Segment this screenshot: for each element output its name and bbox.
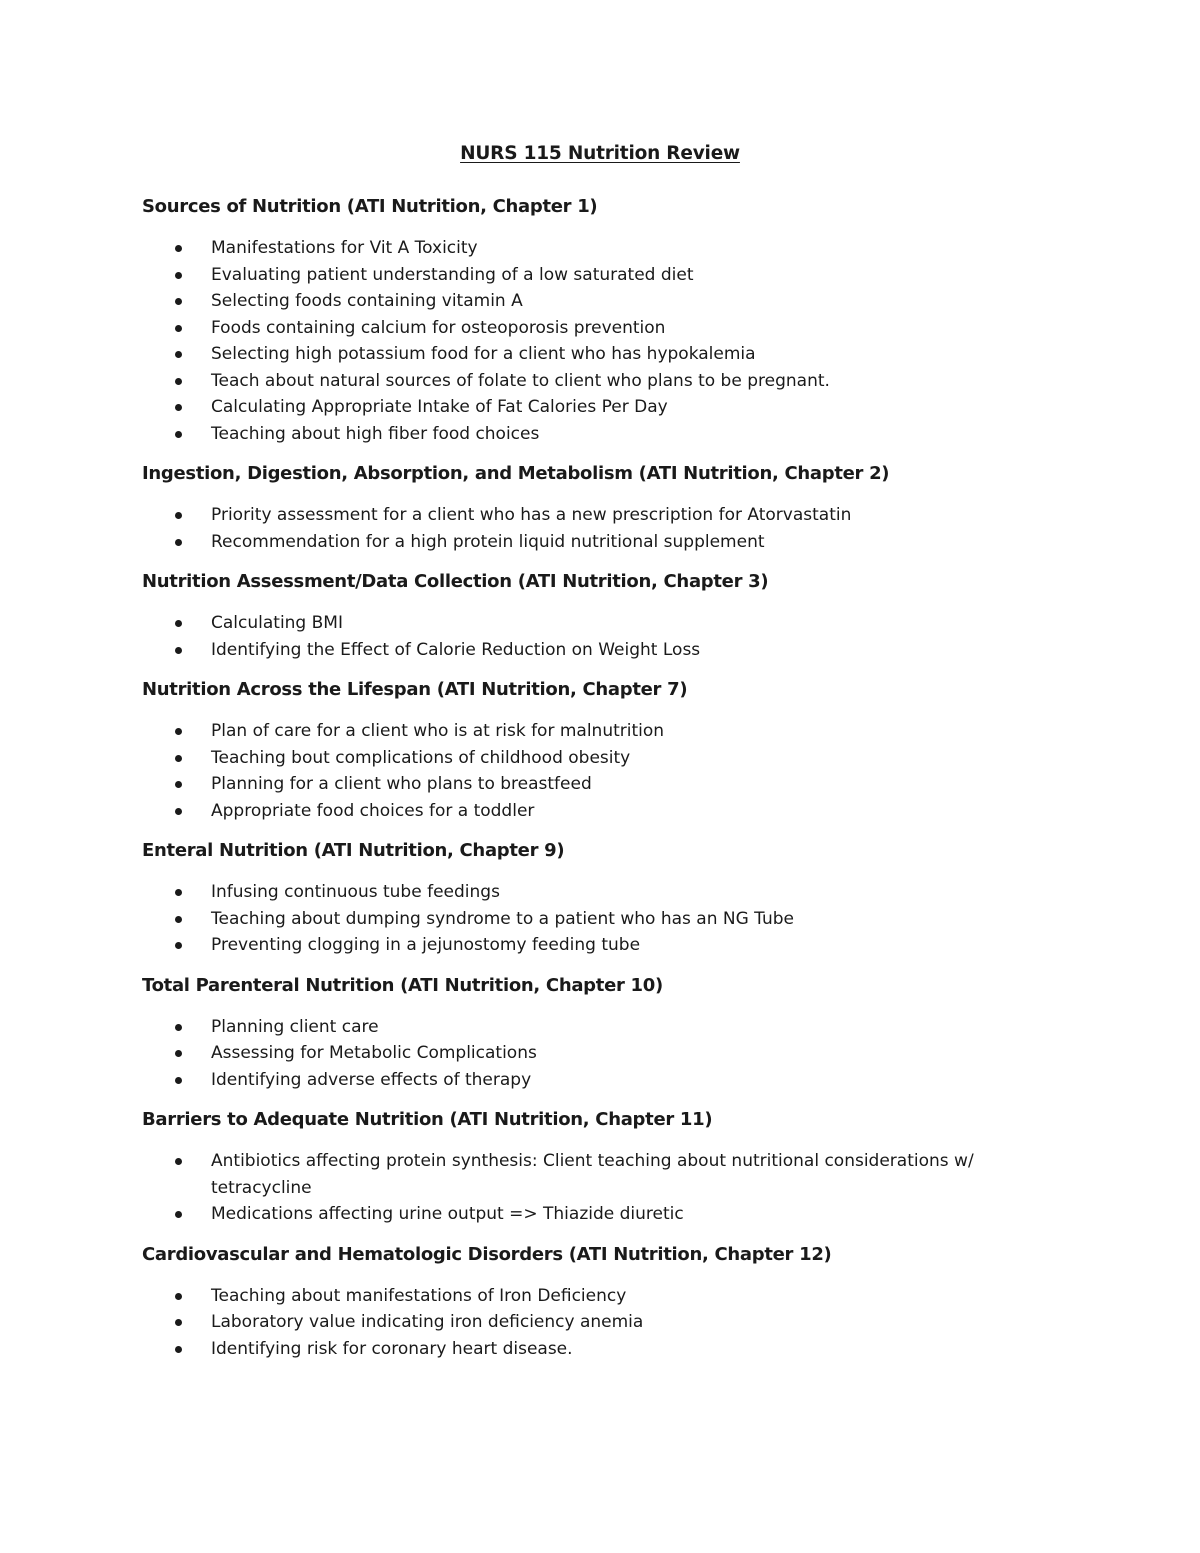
list-item-text: Foods containing calcium for osteoporosis prevention [211,317,666,338]
bullet-icon [175,539,182,546]
section-heading: Cardiovascular and Hematologic Disorders (ATI Nutrition, Chapter 12) [142,1243,832,1265]
bullet-icon [175,378,182,385]
bullet-icon [175,512,182,519]
bullet-list [142,1283,1042,1363]
list-item-text: Teach about natural sources of folate to client who plans to be pregnant. [211,370,830,391]
bullet-list [142,610,1042,663]
bullet-list [142,502,1042,555]
list-item [142,394,1042,421]
bullet-icon [175,620,182,627]
bullet-icon [175,1293,182,1300]
list-item-text: Selecting high potassium food for a client who has hypokalemia [211,344,756,364]
list-item [142,262,1042,289]
list-item-text: Laboratory value indicating iron deficiency anemia [211,1312,644,1332]
bullet-icon [175,728,182,735]
page-title: NURS 115 Nutrition Review [460,143,740,164]
list-item-text: Identifying adverse effects of therapy [211,1069,532,1090]
list-item [142,771,1042,798]
list-item-text: Identifying the Effect of Calorie Reduction on Weight Loss [211,639,701,660]
list-item-text: Teaching about high fiber food choices [211,423,540,444]
bullet-icon [175,755,182,762]
bullet-list [142,235,1042,447]
list-item [142,341,1042,368]
bullet-icon [175,942,182,949]
list-item-text: Assessing for Metabolic Complications [211,1043,537,1063]
bullet-icon [175,647,182,654]
bullet-list [142,718,1042,824]
bullet-icon [175,808,182,815]
bullet-icon [175,325,182,332]
bullet-icon [175,1077,182,1084]
list-item-text: Manifestations for Vit A Toxicity [211,238,478,258]
section-heading: Nutrition Assessment/Data Collection (ATI Nutrition, Chapter 3) [142,571,769,592]
list-item-text: Planning client care [211,1016,379,1037]
list-item-text: Recommendation for a high protein liquid nutritional supplement [211,531,765,552]
list-item-text: Medications affecting urine output => Thiazide diuretic [211,1204,684,1224]
list-item [142,288,1042,315]
list-item-text: Preventing clogging in a jejunostomy feeding tube [211,935,641,955]
list-item [142,421,1042,448]
list-item [142,718,1042,745]
list-item-text: Teaching about manifestations of Iron Deficiency [211,1285,627,1306]
list-item [142,637,1042,664]
list-item [142,1283,1042,1310]
section-heading: Barriers to Adequate Nutrition (ATI Nutrition, Chapter 11) [142,1109,713,1130]
list-item-text: Antibiotics affecting protein synthesis: Client teaching about nutritional considerations w/ tetracycline [211,1151,974,1198]
list-item [142,906,1042,933]
bullet-icon [175,1211,182,1218]
list-item-text: Teaching bout complications of childhood obesity [211,747,631,768]
list-item [142,879,1042,906]
section-heading: Nutrition Across the Lifespan (ATI Nutrition, Chapter 7) [142,679,688,700]
bullet-list [142,1148,1042,1228]
bullet-icon [175,404,182,411]
list-item-text: Teaching about dumping syndrome to a patient who has an NG Tube [211,908,795,929]
bullet-icon [175,245,182,252]
bullet-icon [175,272,182,279]
list-item [142,1014,1042,1041]
list-item [142,1309,1042,1336]
bullet-icon [175,916,182,923]
bullet-list [142,879,1042,959]
list-item [142,745,1042,772]
list-item-text: Calculating Appropriate Intake of Fat Calories Per Day [211,397,668,417]
list-item-text: Priority assessment for a client who has a new prescription for Atorvastatin [211,505,852,525]
list-item [142,529,1042,556]
bullet-icon [175,298,182,305]
bullet-icon [175,1158,182,1165]
list-item-text: Evaluating patient understanding of a low saturated diet [211,264,694,285]
bullet-icon [175,1319,182,1326]
document-body [142,194,1042,1376]
list-item-text: Planning for a client who plans to breastfeed [211,774,592,794]
bullet-icon [175,781,182,788]
list-item [142,1040,1042,1067]
list-item [142,1148,1042,1201]
bullet-icon [175,1346,182,1353]
list-item [142,1067,1042,1094]
list-item [142,502,1042,529]
list-item [142,315,1042,342]
bullet-icon [175,1050,182,1057]
list-item-text: Selecting foods containing vitamin A [211,291,523,311]
bullet-icon [175,351,182,358]
bullet-icon [175,431,182,438]
list-item-text: Plan of care for a client who is at risk for malnutrition [211,721,665,741]
section-heading: Total Parenteral Nutrition (ATI Nutrition, Chapter 10) [142,974,663,996]
bullet-icon [175,889,182,896]
list-item [142,798,1042,825]
list-item-text: Identifying risk for coronary heart disease. [211,1338,573,1359]
list-item-text: Appropriate food choices for a toddler [211,800,535,821]
list-item-text: Infusing continuous tube feedings [211,882,500,902]
section-heading: Sources of Nutrition (ATI Nutrition, Chapter 1) [142,196,598,217]
bullet-icon [175,1024,182,1031]
list-item [142,610,1042,637]
section-heading: Ingestion, Digestion, Absorption, and Metabolism (ATI Nutrition, Chapter 2) [142,463,890,484]
list-item [142,1201,1042,1228]
list-item-text: Calculating BMI [211,613,343,633]
list-item [142,932,1042,959]
section-heading: Enteral Nutrition (ATI Nutrition, Chapter 9) [142,840,565,861]
bullet-list [142,1014,1042,1094]
list-item [142,1336,1042,1363]
list-item [142,235,1042,262]
list-item [142,368,1042,395]
